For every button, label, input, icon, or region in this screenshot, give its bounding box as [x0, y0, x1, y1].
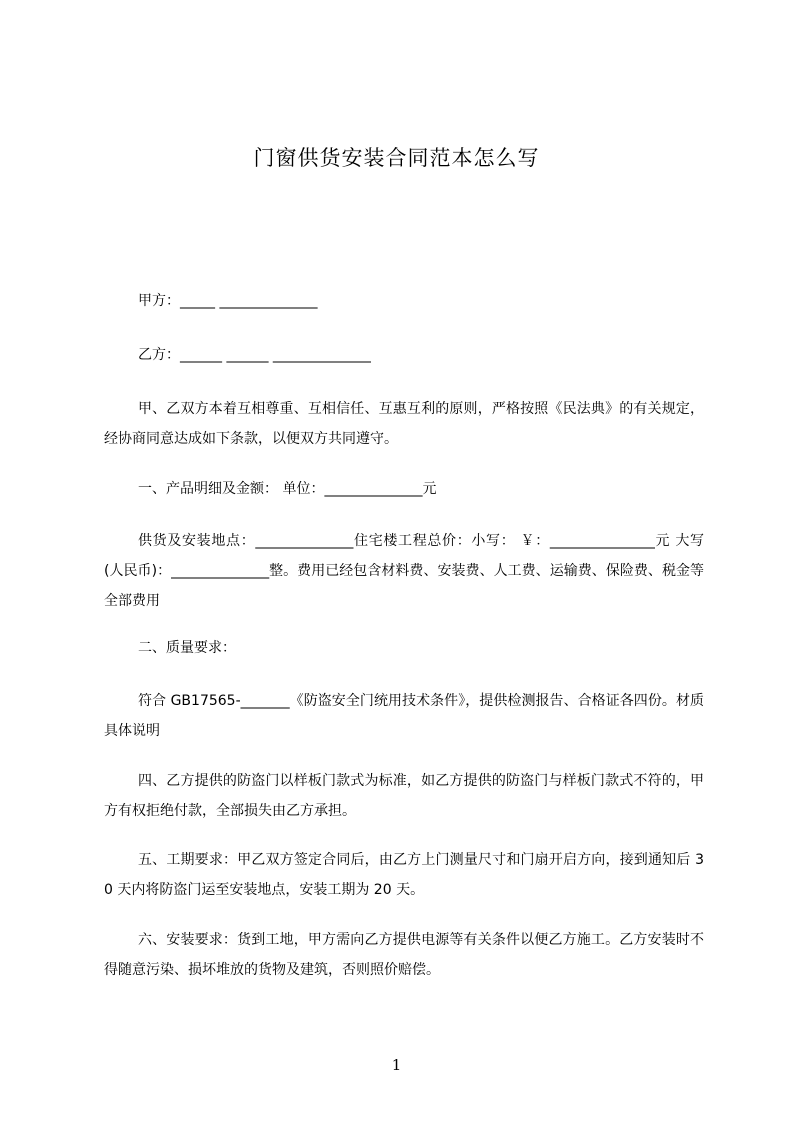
party-a-line: 甲方：_____ ______________: [138, 293, 318, 309]
section-5-paragraph: 五、工期要求：甲乙双方签定合同后，由乙方上门测量尺寸和门扇开启方向，接到通知后 30 天内将防盗门运至安装地点，安装工期为 20 天。: [104, 852, 704, 898]
section-6-paragraph: 六、安装要求：货到工地，甲方需向乙方提供电源等有关条件以便乙方施工。乙方安装时不得随意污染、损坏堆放的货物及建筑，否则照价赔偿。: [104, 932, 704, 978]
document-title: 门窗供货安装合同范本怎么写: [253, 146, 540, 170]
supply-location-paragraph: 供货及安装地点：______________住宅楼工程总价：小写： ￥：_______________元 大写(人民币)：______________整。费用已经包含材料费、安装费、人工费、运输费、保险费、税金等全部费用: [104, 533, 704, 609]
quality-standard-paragraph: 符合 GB17565-_______《防盗安全门统用技术条件》，提供检测报告、合格证各四份。材质具体说明: [104, 693, 704, 739]
section-4-paragraph: 四、乙方提供的防盗门以样板门款式为标准，如乙方提供的防盗门与样板门款式不符的，甲方有权拒绝付款，全部损失由乙方承担。: [104, 773, 704, 819]
page-number: 1: [391, 1056, 402, 1074]
section-2-heading: 二、质量要求：: [138, 640, 236, 656]
party-b-line: 乙方：______ ______ ______________: [138, 347, 371, 363]
section-1-heading: 一、产品明细及金额： 单位：______________元: [138, 481, 437, 497]
preamble-paragraph: 甲、乙双方本着互相尊重、互相信任、互惠互利的原则，严格按照《民法典》的有关规定，经协商同意达成如下条款，以便双方共同遵守。: [104, 401, 704, 447]
